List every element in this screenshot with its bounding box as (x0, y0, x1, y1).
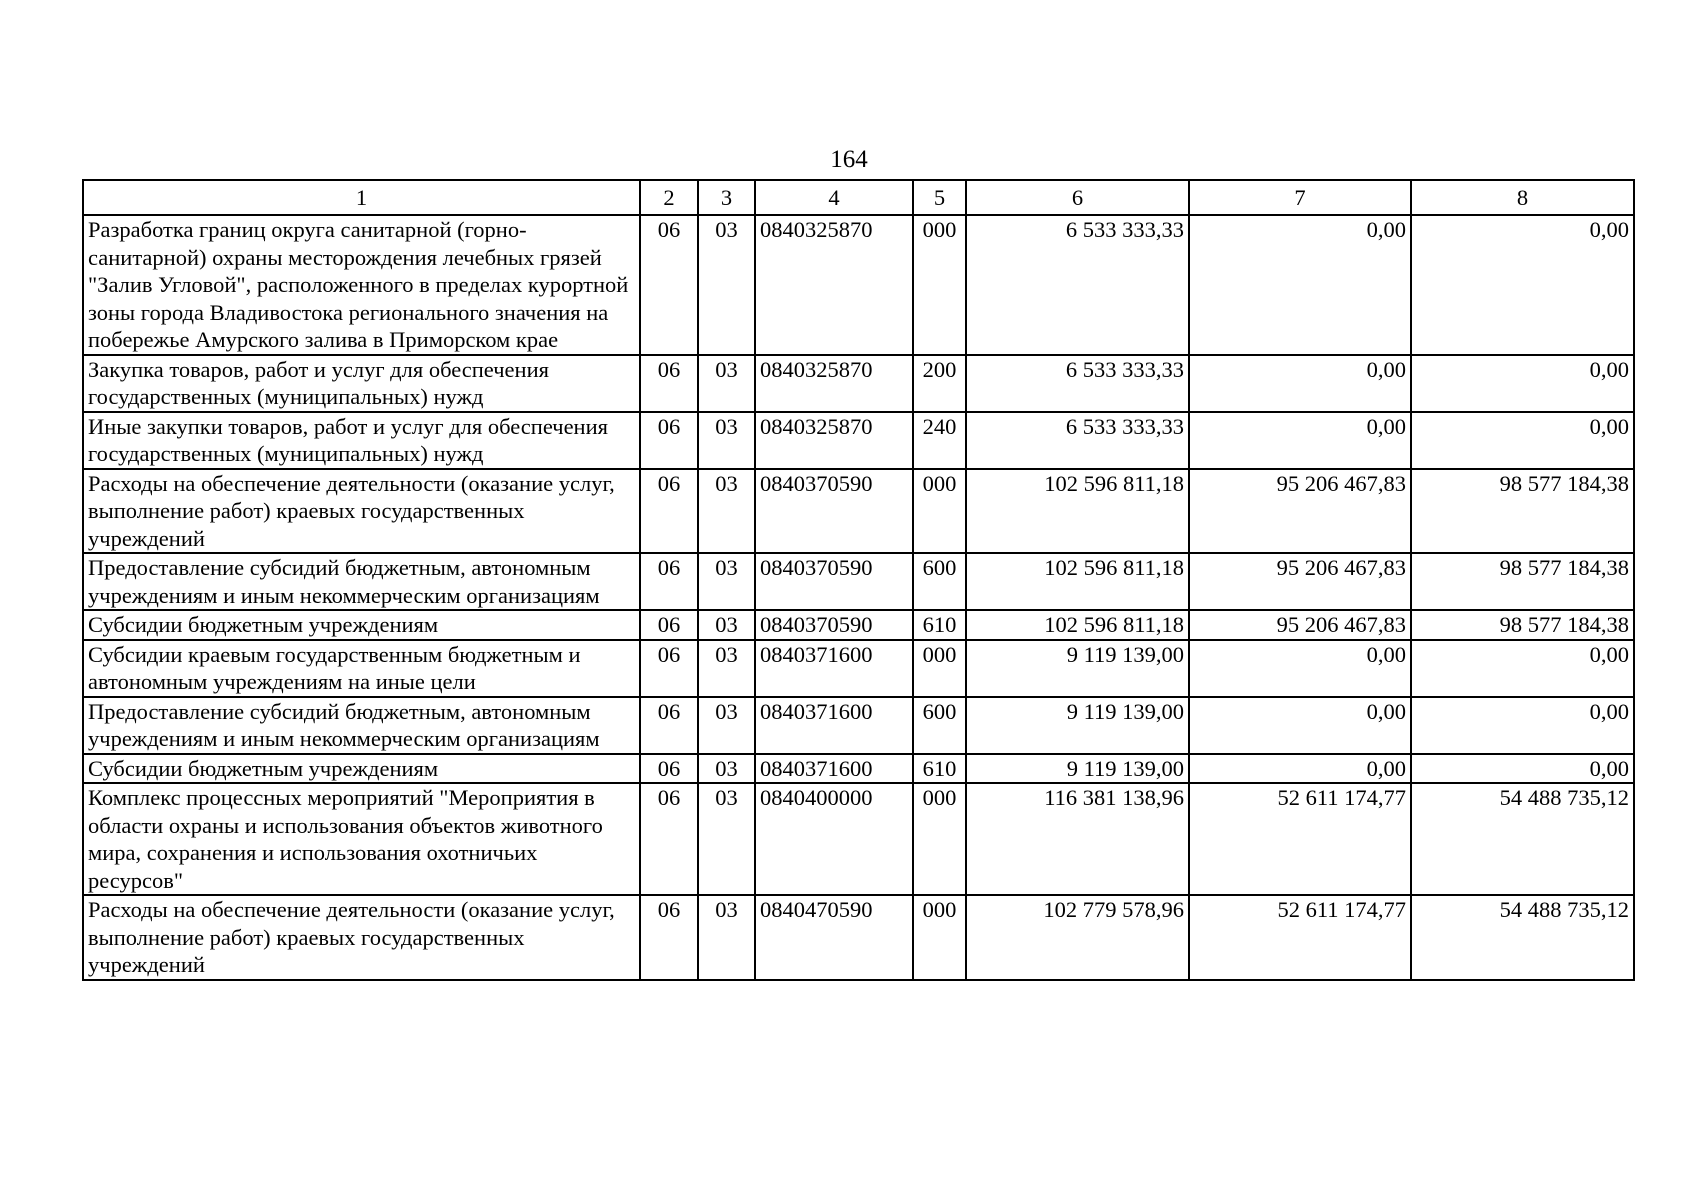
subsection-code: 03 (698, 697, 755, 754)
expense-type-code: 000 (913, 469, 966, 554)
subsection-code: 03 (698, 754, 755, 784)
subsection-code: 03 (698, 640, 755, 697)
amount-col8: 0,00 (1411, 640, 1634, 697)
target-article-code: 0840371600 (755, 754, 913, 784)
amount-col7: 0,00 (1189, 355, 1411, 412)
header-cell: 2 (640, 180, 698, 215)
expense-name: Предоставление субсидий бюджетным, автономным учреждениям и иным некоммерческим организациям (83, 553, 640, 610)
amount-col6: 9 119 139,00 (966, 754, 1189, 784)
amount-col8: 54 488 735,12 (1411, 895, 1634, 980)
table-row (83, 553, 1634, 610)
amount-col8: 0,00 (1411, 215, 1634, 355)
section-code: 06 (640, 412, 698, 469)
header-cell: 1 (83, 180, 640, 215)
table-row (83, 412, 1634, 469)
amount-col6: 102 596 811,18 (966, 553, 1189, 610)
expense-name: Субсидии краевым государственным бюджетным и автономным учреждениям на иные цели (83, 640, 640, 697)
expense-type-code: 200 (913, 355, 966, 412)
table-row (83, 783, 1634, 895)
expense-name: Расходы на обеспечение деятельности (оказание услуг, выполнение работ) краевых государственных учреждений (83, 469, 640, 554)
amount-col8: 0,00 (1411, 697, 1634, 754)
subsection-code: 03 (698, 215, 755, 355)
amount-col6: 9 119 139,00 (966, 640, 1189, 697)
target-article-code: 0840371600 (755, 697, 913, 754)
amount-col8: 0,00 (1411, 754, 1634, 784)
expense-type-code: 000 (913, 640, 966, 697)
header-row (83, 180, 1634, 215)
header-cell: 4 (755, 180, 913, 215)
table-row (83, 640, 1634, 697)
subsection-code: 03 (698, 895, 755, 980)
amount-col8: 98 577 184,38 (1411, 610, 1634, 640)
amount-col7: 95 206 467,83 (1189, 469, 1411, 554)
expense-name: Субсидии бюджетным учреждениям (83, 610, 640, 640)
section-code: 06 (640, 754, 698, 784)
target-article-code: 0840325870 (755, 355, 913, 412)
amount-col6: 116 381 138,96 (966, 783, 1189, 895)
expense-name: Разработка границ округа санитарной (горно-санитарной) охраны месторождения лечебных грязей "Залив Угловой", расположенного в пределах курортной зоны города Владивостока регионального значения на побережье Амурского залива в Приморском крае (83, 215, 640, 355)
expense-type-code: 600 (913, 553, 966, 610)
amount-col8: 98 577 184,38 (1411, 469, 1634, 554)
target-article-code: 0840325870 (755, 215, 913, 355)
expense-type-code: 240 (913, 412, 966, 469)
header-cell: 8 (1411, 180, 1634, 215)
expense-type-code: 610 (913, 754, 966, 784)
amount-col7: 52 611 174,77 (1189, 895, 1411, 980)
amount-col7: 52 611 174,77 (1189, 783, 1411, 895)
amount-col8: 0,00 (1411, 412, 1634, 469)
subsection-code: 03 (698, 783, 755, 895)
page-number: 164 (830, 146, 868, 173)
section-code: 06 (640, 215, 698, 355)
subsection-code: 03 (698, 412, 755, 469)
amount-col6: 102 596 811,18 (966, 469, 1189, 554)
amount-col7: 95 206 467,83 (1189, 610, 1411, 640)
amount-col7: 0,00 (1189, 215, 1411, 355)
amount-col6: 9 119 139,00 (966, 697, 1189, 754)
table-row (83, 895, 1634, 980)
table-row (83, 355, 1634, 412)
section-code: 06 (640, 355, 698, 412)
section-code: 06 (640, 640, 698, 697)
target-article-code: 0840370590 (755, 553, 913, 610)
section-code: 06 (640, 697, 698, 754)
expense-name: Предоставление субсидий бюджетным, автономным учреждениям и иным некоммерческим организациям (83, 697, 640, 754)
expense-name: Закупка товаров, работ и услуг для обеспечения государственных (муниципальных) нужд (83, 355, 640, 412)
expense-name: Иные закупки товаров, работ и услуг для обеспечения государственных (муниципальных) нужд (83, 412, 640, 469)
target-article-code: 0840370590 (755, 610, 913, 640)
amount-col8: 98 577 184,38 (1411, 553, 1634, 610)
budget-table (82, 179, 1635, 981)
expense-name: Комплекс процессных мероприятий "Мероприятия в области охраны и использования объектов животного мира, сохранения и использования охотничьих ресурсов" (83, 783, 640, 895)
subsection-code: 03 (698, 610, 755, 640)
target-article-code: 0840325870 (755, 412, 913, 469)
amount-col7: 95 206 467,83 (1189, 553, 1411, 610)
target-article-code: 0840400000 (755, 783, 913, 895)
amount-col7: 0,00 (1189, 412, 1411, 469)
target-article-code: 0840470590 (755, 895, 913, 980)
subsection-code: 03 (698, 355, 755, 412)
header-cell: 7 (1189, 180, 1411, 215)
amount-col6: 6 533 333,33 (966, 412, 1189, 469)
amount-col6: 6 533 333,33 (966, 215, 1189, 355)
amount-col7: 0,00 (1189, 697, 1411, 754)
target-article-code: 0840370590 (755, 469, 913, 554)
amount-col6: 6 533 333,33 (966, 355, 1189, 412)
expense-name: Субсидии бюджетным учреждениям (83, 754, 640, 784)
header-cell: 6 (966, 180, 1189, 215)
table-row (83, 697, 1634, 754)
header-cell: 3 (698, 180, 755, 215)
amount-col6: 102 596 811,18 (966, 610, 1189, 640)
amount-col7: 0,00 (1189, 754, 1411, 784)
amount-col6: 102 779 578,96 (966, 895, 1189, 980)
table-row (83, 215, 1634, 355)
expense-name: Расходы на обеспечение деятельности (оказание услуг, выполнение работ) краевых государственных учреждений (83, 895, 640, 980)
expense-type-code: 000 (913, 895, 966, 980)
expense-type-code: 610 (913, 610, 966, 640)
section-code: 06 (640, 553, 698, 610)
section-code: 06 (640, 783, 698, 895)
subsection-code: 03 (698, 469, 755, 554)
section-code: 06 (640, 610, 698, 640)
header-cell: 5 (913, 180, 966, 215)
expense-type-code: 000 (913, 215, 966, 355)
target-article-code: 0840371600 (755, 640, 913, 697)
table-row (83, 469, 1634, 554)
section-code: 06 (640, 895, 698, 980)
expense-type-code: 000 (913, 783, 966, 895)
amount-col8: 0,00 (1411, 355, 1634, 412)
expense-type-code: 600 (913, 697, 966, 754)
table-row (83, 754, 1634, 784)
amount-col7: 0,00 (1189, 640, 1411, 697)
amount-col8: 54 488 735,12 (1411, 783, 1634, 895)
subsection-code: 03 (698, 553, 755, 610)
table-row (83, 610, 1634, 640)
section-code: 06 (640, 469, 698, 554)
